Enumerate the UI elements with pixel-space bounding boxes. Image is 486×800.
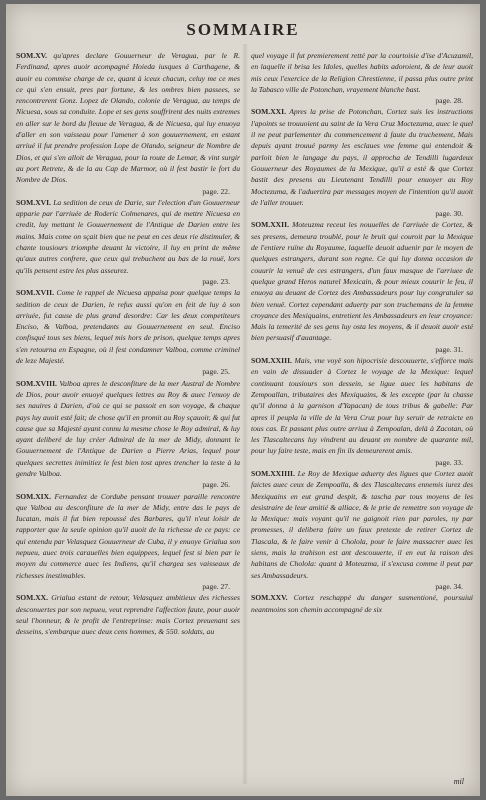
document-page [6, 4, 480, 796]
entry-text: Le Roy de Mexique aduerty des ligues que Cortez auoit faictes auec ceux de Zempoalla, & des Tlascaltecans ennemis iurez des Mexiquains en eut grand despit, & tascha par tous moyens de les desistraire de leur amitié & alliace, & le prie de remettre son voyage de la Mexique: mais voyant qu'il ne gaignoit rien par paroles, ny par promesses, il delibera faire un faux pretexte de retirer Cortez de Tlascala, & le faire venir à Cholola, pour le faire massacrer auec les siens, mais la trahison est ant descouuerte, il en eut la raison des habitans de Cholola: quant à Moteuzma, il s'excusa comme il peut par ses Ambassadeurs. [251, 468, 473, 580]
page-reference: page. 22. [202, 186, 230, 196]
entry-text: qu'apres declare Gouuerneur de Veragua, par le R. Ferdinand, apres auoir acompagné Hoieda iusques à Carthagene, & auoir eu commise charge de ce, quant à iceux chacun, celuy me ce mes ce qui s'en ensuit, pres par fortune, & les ombres bien passees, se rencontrerent Gonz. Lopez de Olando, colonie de Veragua, au temps de Nicuesa, sous sa conduite. Lope et ses gens souffrirent des nuits extremes en aller sur le bord du fleuue de Veragua, & de Nicuesa, qui luy enuoya d'aller en son vaisseau pour l'amener à son gouuernement, en estant arriué il fut prendre profession Lope de Olando, seigneur de Nombre de Dios, et qui s'en alloit de Veragua, pour la route de Lemar, & vint surgir au port Retrete, & de la au Cap de Marmor, où il fest bastir le fort du Nombre de Dios. [16, 51, 240, 185]
page-reference: page. 31. [435, 344, 463, 354]
entry-number: SOM.XXII. [251, 220, 289, 230]
summary-entry [251, 50, 473, 95]
entry-number: SOM.XXIIII. [251, 468, 295, 478]
page-reference: page. 30. [435, 209, 463, 219]
page-reference: page. 25. [202, 367, 230, 377]
entry-text: Cortez reschappé du danger susmentioné, poursuiui neantmoins son chemin accompagné de six [251, 593, 473, 614]
entry-text: Mais, vne voyë son hipocrisie descouuerte, s'efforce mais en vain de dissuader à Cortez le voyage de la Mexique: lequel continuant tousiours son dessein, se ligue auec les habitans de Zempoallan, tributaires des Mexiquains, & les excepte (par la chasse qu'il donna à la garnison d'Yapacan) de tous tribus & gabelle: Par apres il peupla la ville de la Vera Cruz pour luy seruir de retraicte en tous cas. Et passant plus outre arriua à Zempoalan, delà à Zacotan, où les Tlascaltecans luy vindrent au deuant en nombre de quarante mil, pour luy faire teste, mais en fin ils demeurerent amis. [251, 356, 473, 456]
summary-entry [251, 592, 473, 615]
entry-text: Valboa apres le desconfiture de la mer Austral de Nombre de Dios, pour auoir enuoyé quelques lettres au Roy & auec l'enuoy de ses nauires à Darien, d'où ce qui se passoit en son voyage, & chaque pays luy auoit esté fait; de chose qu'il en promit au Roy sçauoir, & qui fut cause que sa Majesté ayant connu la mesme chose le Roy admiral, & luy ayant deliberé de luy créer Admiral de la mer de Midy, donnant le Gouuernement de l'Antique de Darien a Pierre Arias, lequel pour quelques secrettes inimitiez le fest bien tost apres trencher la teste à la gendre Valboa. [16, 378, 240, 478]
summary-entry [16, 592, 240, 637]
entry-number: SOM.XXIII. [251, 356, 292, 366]
entry-text: Come le rappel de Nicuesa appaisa pour quelque temps la sedition de ceux de Darien, le refus aussi qu'on en feit de luy à son arriuée, fut cause de plus grand desordre: Car les deux competiteurs Enciso, & Valboa, pretendants au Gouuernement en seul. Enciso confisqué tous ses biens, lequel mis hors de prison, quelque temps apres s'en retourna en Espagne, où il fest condamner Valboa, comme criminel de leze Majesté. [16, 288, 240, 366]
summary-entry [16, 491, 240, 581]
summary-entry [251, 219, 473, 343]
page-reference: page. 34. [435, 581, 463, 591]
entry-text: Moteuzma receut les nouuelles de l'arriuée de Cortez, & ses presens, demeura troublé, pour le bruit qui couroit par la Mexique de l'entiere ruïne du Royaume, laquelle deuoit aduenir par le moyen de quelques estrangers, durant son regne. Ce qui luy donna occasion de couurir la venuë de ces estrangers, d'un faux masque de l'arriuee de quelque grand Heros naturel Mexicain, & pour mieux couurir le feu, il enuoya au deuant de Cortez des Ambassadeurs pour luy congratuler sa bien venuë. Cortez cependant aduerty par son truchemans de la femme croyance des Mexiquains, entretient les Ambassadeurs en leur croyance: Mais la temerité de ses gens luy osta les moyens, & il deuoit auoir esté bien persuasif d'auantage. [251, 220, 473, 343]
entry-number: SOM.XVIII. [16, 378, 57, 388]
entry-number: SOM.XVII. [16, 288, 54, 298]
entry-number: SOM.XV. [16, 51, 48, 60]
page-reference: page. 28. [435, 96, 463, 106]
page-reference: page. 23. [202, 276, 230, 286]
entry-number: SOM.XVI. [16, 197, 52, 207]
entry-text: La sedition de ceux de Darie, sur l'election d'un Gouuerneur apparie par l'arriuée de Roderic Colmenares, qui de mettre Nicuesa en credit, luy mettant le Gouuernement de l'Antique de Darien entre les mains. Mais come on sçait bien que ne peut en ces deux rie distimuler, & chante tousiours triomphe deuant la victoire, il luy en print de même qu'aux autres confrere, que ceux qui trebuchent au bas de la rouë, lors qu'ils pensent estre les plus asseurez. [16, 197, 241, 275]
left-column [16, 50, 240, 637]
entry-text: Fernandez de Cordube pensant trouuer paraille rencontre que Valboa au desconfiture de la mer de Midy, entre das le pays de Iucatan, mais il fut bien repoussé des Barbares, qu'il n'eut loisir de rapporter que la seule opinion qu'il auoit de la richesse de ce pays: ce qui entendu par Velasquez Gouuerneur de Cuba, il y enuoye Grialua son nepueu, auec trois carauelles bien equippees, lequel fest si bien par le moyen du commerce auec les Indiens, qu'il chargea ses vaisseaux de richesses inestimables. [16, 491, 240, 580]
page-reference: page. 33. [435, 457, 463, 467]
summary-entry [16, 197, 240, 276]
entry-text: Grialua estant de retour, Velasquez ambitieux des richesses desconuertes par son nepueu, veut reprendre l'affection faute, pour auoir seul l'honneur, & le profit de l'entreprinse: mais Cortez preuenant ses desseins, s'embarque auec deux cens hommes, & 550. soldats, au [16, 593, 240, 637]
page-reference: page. 27. [202, 581, 230, 591]
entry-number: SOM.XX. [16, 593, 49, 603]
summary-entry [251, 468, 473, 581]
page-gutter-shadow [242, 44, 248, 784]
right-column [251, 50, 473, 615]
catchword: mil [453, 777, 464, 786]
summary-entry [16, 50, 240, 186]
entry-number: SOM.XXI. [251, 107, 287, 117]
summary-entry [251, 106, 473, 208]
entry-number: SOM.XXV. [251, 593, 288, 603]
entry-number: SOM.XIX. [16, 491, 52, 501]
summary-entry [16, 287, 240, 366]
entry-text: quel voyage il fut premierement retté par la courtoisie d'ise d'Acuzamil, en laquelle il brisa les Idoles, quelles habits adoroient, & de leur auoit mis ceux l'exercice de la Religion Chrestienne, il passa plus outre print la Tabasco ville de Potonchan, vrayement blanche bast. [251, 51, 473, 94]
summary-entry [251, 355, 473, 457]
page-title: SOMMAIRE [186, 20, 300, 39]
page-reference: page. 26. [202, 480, 230, 490]
summary-entry [16, 378, 240, 480]
entry-text: Apres la prise de Potonchan, Cortez suis les instructions l'apoints se trouuoient au saint de la Vera Cruz Moctezuma, auec le quel il ne peut parlementer du commencement à faute du truchement, Mais depuis ayant trouué parmy les esclaues vne femme qui entendoit & parloit bien le langage du pays, il approcha de Tendilli lugardeux Gouuerneur des Royaumes de la Mexique, qu'il a esté & que Cortez bastit des presens au Lieutenant Tendilli pour enuoyer au Roy Moctezuma, & l'aduertira par messages moyen de l'intention qu'il auoit de l'aller trouuer. [251, 107, 473, 207]
